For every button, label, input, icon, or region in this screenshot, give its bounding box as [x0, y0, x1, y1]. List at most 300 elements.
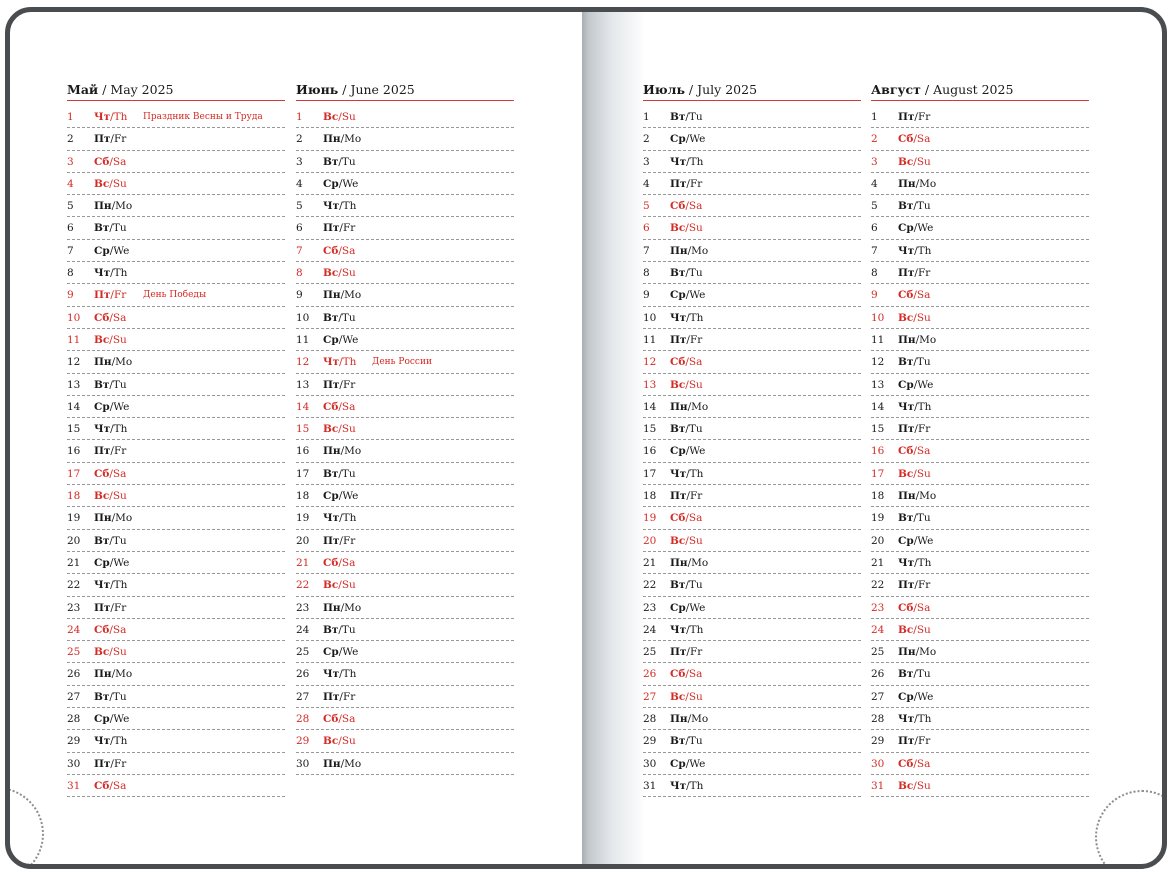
weekday-label: Вт/Tu [323, 467, 356, 480]
month-header: Август / August 2025 [871, 80, 1089, 101]
day-row [296, 552, 514, 574]
weekday-label: Чт/Th [94, 423, 128, 436]
day-row [643, 151, 861, 173]
day-number: 8 [871, 267, 878, 280]
weekday-label: Чт/Th [94, 735, 128, 748]
planner-spread [5, 7, 1167, 869]
weekday-label: Вс/Su [670, 378, 703, 391]
day-row [643, 530, 861, 552]
weekday-label: Ср/We [323, 333, 359, 346]
day-row [871, 195, 1089, 217]
day-number: 23 [643, 601, 657, 614]
day-number: 3 [67, 155, 74, 168]
day-list [871, 106, 1089, 797]
day-number: 7 [643, 244, 650, 257]
weekday-label: Пн/Mo [94, 668, 133, 681]
day-number: 31 [67, 779, 81, 792]
weekday-label: Чт/Th [670, 155, 704, 168]
month-name-en: August 2025 [933, 82, 1014, 97]
day-row [871, 574, 1089, 596]
day-number: 1 [67, 111, 74, 123]
day-row [871, 396, 1089, 418]
weekday-label: Сб/Sa [323, 400, 356, 413]
day-row [871, 418, 1089, 440]
weekday-label: Сб/Sa [670, 512, 703, 525]
day-number: 14 [67, 400, 81, 413]
day-number: 16 [67, 445, 81, 458]
day-row [643, 663, 861, 685]
weekday-label: Ср/We [670, 757, 706, 770]
day-number: 14 [296, 400, 310, 413]
month-name-en: July 2025 [697, 82, 758, 97]
weekday-label: Чт/Th [670, 311, 704, 324]
weekday-label: Ср/We [670, 289, 706, 302]
weekday-label: Пн/Mo [323, 601, 362, 614]
day-number: 31 [643, 779, 657, 792]
weekday-label: Пн/Mo [94, 512, 133, 525]
weekday-label: Чт/Th [670, 467, 704, 480]
weekday-label: Вс/Su [323, 579, 356, 592]
weekday-label: Сб/Sa [670, 356, 703, 369]
day-number: 28 [296, 713, 310, 726]
month-header: Июнь / June 2025 [296, 80, 514, 101]
weekday-label: Пн/Mo [323, 289, 362, 302]
day-row [67, 396, 285, 418]
month-name-ru: Июль [643, 82, 685, 97]
day-row [296, 217, 514, 239]
day-number: 13 [871, 378, 885, 391]
day-row [67, 374, 285, 396]
weekday-label: Ср/We [670, 445, 706, 458]
day-row [871, 641, 1089, 663]
day-row [67, 418, 285, 440]
day-row [871, 307, 1089, 329]
month-may [67, 80, 285, 797]
day-number: 18 [643, 490, 657, 503]
holiday-label: Праздник Весны и Труда [143, 112, 263, 122]
day-number: 14 [871, 400, 885, 413]
weekday-label: Пн/Mo [323, 757, 362, 770]
day-number: 20 [296, 534, 310, 547]
day-number: 25 [67, 646, 81, 659]
day-number: 13 [643, 378, 657, 391]
day-row [643, 351, 861, 373]
day-row [296, 530, 514, 552]
weekday-label: Вс/Su [323, 423, 356, 436]
day-number: 27 [67, 690, 81, 703]
day-number: 4 [296, 177, 303, 190]
day-row [296, 440, 514, 462]
month-name-ru: Август [871, 82, 921, 97]
weekday-label: Вс/Su [323, 267, 356, 280]
weekday-label: Вт/Tu [323, 155, 356, 168]
day-number: 2 [643, 133, 650, 146]
month-name-ru: Май [67, 82, 99, 97]
day-number: 6 [871, 222, 878, 235]
weekday-label: Пт/Fr [670, 490, 703, 503]
day-number: 11 [67, 333, 81, 346]
day-number: 11 [296, 333, 310, 346]
day-number: 15 [643, 423, 657, 436]
day-row [643, 753, 861, 775]
weekday-label: Ср/We [94, 713, 130, 726]
weekday-label: Чт/Th [898, 244, 932, 257]
day-number: 8 [67, 267, 74, 280]
day-row [67, 507, 285, 529]
day-row [296, 396, 514, 418]
day-number: 29 [67, 735, 81, 748]
day-number: 16 [643, 445, 657, 458]
day-number: 9 [871, 289, 878, 302]
day-number: 23 [871, 601, 885, 614]
weekday-label: Ср/We [323, 177, 359, 190]
weekday-label: Вт/Tu [898, 512, 931, 525]
weekday-label: Вт/Tu [670, 579, 703, 592]
weekday-label: Ср/We [670, 601, 706, 614]
day-row [871, 530, 1089, 552]
day-number: 30 [871, 757, 885, 770]
day-number: 13 [296, 378, 310, 391]
day-number: 10 [643, 311, 657, 324]
day-number: 24 [67, 623, 81, 636]
weekday-label: Сб/Sa [323, 713, 356, 726]
day-row [643, 463, 861, 485]
weekday-label: Ср/We [898, 222, 934, 235]
day-row [643, 329, 861, 351]
day-number: 26 [871, 668, 885, 681]
day-row [67, 597, 285, 619]
weekday-label: Чт/Th [670, 623, 704, 636]
day-row [67, 173, 285, 195]
day-row [643, 396, 861, 418]
day-row [296, 686, 514, 708]
day-row [67, 552, 285, 574]
day-number: 29 [871, 735, 885, 748]
book-gutter [582, 12, 646, 864]
day-row [643, 507, 861, 529]
day-number: 14 [643, 400, 657, 413]
day-row [643, 686, 861, 708]
day-row [67, 619, 285, 641]
day-number: 27 [296, 690, 310, 703]
day-number: 22 [871, 579, 885, 592]
weekday-label: Вс/Su [94, 490, 127, 503]
month-june [296, 80, 514, 775]
day-number: 21 [296, 556, 310, 569]
weekday-label: Сб/Sa [898, 757, 931, 770]
day-number: 26 [296, 668, 310, 681]
weekday-label: Пт/Fr [94, 445, 127, 458]
day-number: 1 [871, 111, 878, 123]
weekday-label: Пт/Fr [94, 601, 127, 614]
weekday-label: Сб/Sa [670, 668, 703, 681]
day-row [296, 351, 514, 373]
weekday-label: Чт/Th [323, 200, 357, 213]
day-number: 6 [643, 222, 650, 235]
weekday-label: Ср/We [94, 244, 130, 257]
day-row [643, 552, 861, 574]
weekday-label: Сб/Sa [898, 445, 931, 458]
day-row [296, 730, 514, 752]
day-number: 21 [643, 556, 657, 569]
month-header: Май / May 2025 [67, 80, 285, 101]
day-number: 4 [67, 177, 74, 190]
weekday-label: Сб/Sa [898, 133, 931, 146]
day-row [871, 552, 1089, 574]
weekday-label: Пт/Fr [898, 423, 931, 436]
weekday-label: Вс/Su [898, 155, 931, 168]
day-number: 5 [871, 200, 878, 213]
day-row [67, 530, 285, 552]
day-number: 26 [643, 668, 657, 681]
day-number: 30 [296, 757, 310, 770]
day-number: 22 [67, 579, 81, 592]
day-row [296, 663, 514, 685]
day-number: 3 [871, 155, 878, 168]
day-row [871, 106, 1089, 128]
day-row [643, 708, 861, 730]
weekday-label: Пн/Mo [323, 133, 362, 146]
weekday-label: Пт/Fr [323, 534, 356, 547]
weekday-label: Чт/Th [323, 512, 357, 525]
weekday-label: Вс/Su [94, 646, 127, 659]
weekday-label: Пт/Fr [898, 735, 931, 748]
day-number: 7 [871, 244, 878, 257]
day-row [643, 217, 861, 239]
day-number: 6 [296, 222, 303, 235]
day-row [643, 195, 861, 217]
weekday-label: Пт/Fr [898, 111, 931, 123]
day-number: 12 [296, 356, 310, 369]
weekday-label: Вс/Su [323, 111, 356, 123]
day-number: 16 [871, 445, 885, 458]
day-row [67, 106, 285, 128]
day-row [67, 151, 285, 173]
weekday-label: Пт/Fr [323, 690, 356, 703]
day-row [296, 485, 514, 507]
day-row [296, 463, 514, 485]
day-number: 7 [296, 244, 303, 257]
day-number: 28 [643, 713, 657, 726]
day-row [871, 440, 1089, 462]
day-row [643, 240, 861, 262]
day-row [643, 262, 861, 284]
day-number: 18 [67, 490, 81, 503]
day-number: 17 [67, 467, 81, 480]
day-row [67, 262, 285, 284]
day-row [67, 753, 285, 775]
day-row [296, 374, 514, 396]
day-row [871, 151, 1089, 173]
day-list [67, 106, 285, 797]
weekday-label: Пн/Mo [323, 445, 362, 458]
weekday-label: Пт/Fr [323, 222, 356, 235]
day-number: 10 [296, 311, 310, 324]
day-row [871, 686, 1089, 708]
day-number: 20 [871, 534, 885, 547]
day-row [643, 284, 861, 306]
day-number: 25 [296, 646, 310, 659]
day-number: 10 [871, 311, 885, 324]
day-row [871, 351, 1089, 373]
weekday-label: Вс/Su [670, 534, 703, 547]
day-number: 24 [871, 623, 885, 636]
day-number: 30 [643, 757, 657, 770]
day-number: 5 [643, 200, 650, 213]
weekday-label: Сб/Sa [94, 155, 127, 168]
day-row [643, 775, 861, 797]
day-row [67, 217, 285, 239]
day-row [643, 374, 861, 396]
weekday-label: Чт/Th [898, 400, 932, 413]
weekday-label: Вт/Tu [670, 111, 703, 123]
weekday-label: Пт/Fr [94, 289, 127, 302]
day-number: 9 [296, 289, 303, 302]
day-row [67, 195, 285, 217]
weekday-label: Ср/We [323, 490, 359, 503]
day-row [67, 775, 285, 797]
weekday-label: Пт/Fr [94, 757, 127, 770]
holiday-label: День Победы [143, 290, 207, 301]
day-row [296, 753, 514, 775]
weekday-label: Вт/Tu [94, 378, 127, 391]
weekday-label: Чт/Th [94, 267, 128, 280]
day-row [296, 708, 514, 730]
day-row [67, 440, 285, 462]
day-number: 11 [871, 333, 885, 346]
day-number: 4 [643, 177, 650, 190]
weekday-label: Пн/Mo [94, 356, 133, 369]
day-row [67, 463, 285, 485]
weekday-label: Вс/Su [323, 735, 356, 748]
weekday-label: Пт/Fr [898, 267, 931, 280]
weekday-label: Сб/Sa [898, 289, 931, 302]
day-number: 19 [67, 512, 81, 525]
day-number: 19 [871, 512, 885, 525]
weekday-label: Вт/Tu [898, 200, 931, 213]
day-row [871, 329, 1089, 351]
day-row [643, 106, 861, 128]
day-row [296, 262, 514, 284]
weekday-label: Чт/Th [323, 356, 357, 369]
month-header: Июль / July 2025 [643, 80, 861, 101]
day-row [296, 574, 514, 596]
month-name-en: June 2025 [350, 82, 415, 97]
weekday-label: Вт/Tu [94, 690, 127, 703]
day-number: 6 [67, 222, 74, 235]
day-row [296, 307, 514, 329]
weekday-label: Вс/Su [94, 333, 127, 346]
day-number: 15 [67, 423, 81, 436]
day-number: 27 [643, 690, 657, 703]
day-number: 12 [67, 356, 81, 369]
weekday-label: Чт/Th [670, 779, 704, 792]
day-row [871, 663, 1089, 685]
day-number: 24 [296, 623, 310, 636]
day-row [296, 507, 514, 529]
weekday-label: Пт/Fr [670, 646, 703, 659]
day-number: 17 [296, 467, 310, 480]
weekday-label: Вт/Tu [323, 311, 356, 324]
day-row [67, 485, 285, 507]
day-row [296, 151, 514, 173]
day-row [296, 619, 514, 641]
day-row [67, 284, 285, 306]
day-row [643, 574, 861, 596]
weekday-label: Ср/We [898, 534, 934, 547]
weekday-label: Пн/Mo [898, 490, 937, 503]
weekday-label: Ср/We [898, 378, 934, 391]
day-row [643, 128, 861, 150]
day-row [67, 240, 285, 262]
day-row [67, 730, 285, 752]
weekday-label: Вс/Su [670, 690, 703, 703]
day-number: 18 [296, 490, 310, 503]
day-number: 24 [643, 623, 657, 636]
day-row [643, 173, 861, 195]
day-number: 25 [643, 646, 657, 659]
day-row [643, 597, 861, 619]
weekday-label: Вс/Su [898, 623, 931, 636]
weekday-label: Чт/Th [323, 668, 357, 681]
weekday-label: Чт/Th [898, 713, 932, 726]
day-number: 19 [643, 512, 657, 525]
day-number: 13 [67, 378, 81, 391]
day-row [871, 708, 1089, 730]
weekday-label: Ср/We [94, 556, 130, 569]
day-row [871, 775, 1089, 797]
weekday-label: Вс/Su [898, 311, 931, 324]
weekday-label: Вс/Su [898, 779, 931, 792]
day-row [643, 307, 861, 329]
weekday-label: Ср/We [898, 690, 934, 703]
day-number: 21 [67, 556, 81, 569]
day-row [871, 284, 1089, 306]
day-row [871, 240, 1089, 262]
weekday-label: Чт/Th [94, 111, 128, 123]
day-list [643, 106, 861, 797]
weekday-label: Чт/Th [898, 556, 932, 569]
weekday-label: Вс/Su [898, 467, 931, 480]
day-number: 9 [643, 289, 650, 302]
weekday-label: Вт/Tu [94, 222, 127, 235]
weekday-label: Ср/We [94, 400, 130, 413]
month-july [643, 80, 861, 797]
weekday-label: Пн/Mo [670, 400, 709, 413]
day-number: 1 [643, 111, 650, 123]
day-row [871, 173, 1089, 195]
day-number: 2 [871, 133, 878, 146]
day-number: 31 [871, 779, 885, 792]
day-number: 12 [871, 356, 885, 369]
day-number: 29 [643, 735, 657, 748]
weekday-label: Сб/Sa [323, 556, 356, 569]
day-row [296, 195, 514, 217]
weekday-label: Чт/Th [94, 579, 128, 592]
day-row [296, 240, 514, 262]
day-row [871, 507, 1089, 529]
day-number: 17 [871, 467, 885, 480]
weekday-label: Пт/Fr [670, 333, 703, 346]
day-number: 26 [67, 668, 81, 681]
day-number: 18 [871, 490, 885, 503]
month-name-ru: Июнь [296, 82, 339, 97]
day-number: 3 [643, 155, 650, 168]
holiday-label: День России [372, 357, 432, 368]
day-row [643, 730, 861, 752]
day-row [67, 128, 285, 150]
weekday-label: Вс/Su [94, 177, 127, 190]
